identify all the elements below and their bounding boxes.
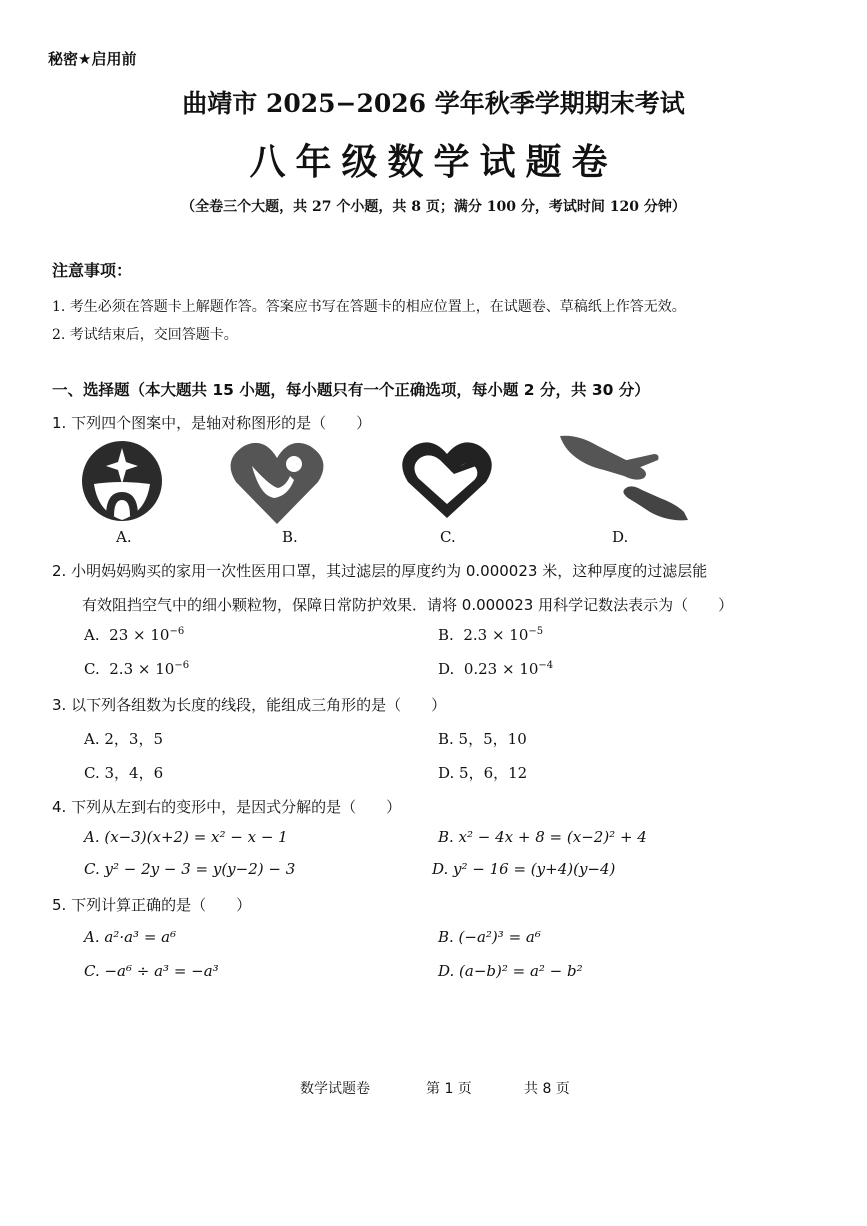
notice-heading: 注意事项：	[52, 261, 133, 280]
footer-page-number: 第 1 页	[426, 1081, 472, 1097]
option-a: A. 2，3，5	[84, 730, 163, 748]
heart-person-icon	[230, 440, 324, 524]
option-a: A. (x−3)(x+2) = x² − x − 1	[84, 828, 288, 846]
option-b: B. 5，5，10	[438, 730, 527, 748]
question-5-stem: 5. 下列计算正确的是（ ）	[52, 896, 252, 914]
figure-label-d: D.	[612, 528, 629, 546]
question-1-stem: 1. 下列四个图案中，是轴对称图形的是（ ）	[52, 414, 372, 432]
question-2-stem: 2. 小明妈妈购买的家用一次性医用口罩，其过滤层的厚度约为 0.000023 米，这种厚度的过滤层能	[52, 562, 708, 580]
option-d: D. y² − 16 = (y+4)(y−4)	[432, 860, 616, 878]
option-d: D. 5，6，12	[438, 764, 528, 782]
hands-icon	[558, 432, 690, 524]
figure-label-b: B.	[282, 528, 298, 546]
dove-heart-icon	[400, 438, 494, 520]
notice-item: 1. 考生必须在答题卡上解题作答。答案应书写在答题卡的相应位置上，在试题卷、草稿纸上作答无效。	[52, 299, 686, 315]
option-c: C. y² − 2y − 3 = y(y−2) − 3	[84, 860, 296, 878]
confidential-label: 秘密★启用前	[48, 50, 137, 68]
question-2-stem-cont: 有效阻挡空气中的细小颗粒物，保障日常防护效果．请将 0.000023 用科学记数法表示为（ ）	[82, 596, 734, 614]
figure-label-a: A.	[116, 528, 132, 546]
paper-subtitle: （全卷三个大题，共 27 个小题，共 8 页；满分 100 分，考试时间 120 分钟）	[181, 199, 686, 215]
option-b: B. (−a²)³ = a⁶	[438, 928, 541, 946]
option-c: C. −a⁶ ÷ a³ = −a³	[84, 962, 219, 980]
section-heading: 一、选择题（本大题共 15 小题，每小题只有一个正确选项，每小题 2 分，共 30 分）	[52, 381, 650, 399]
option-d: D. $0.23 \times 10^{-4}$	[438, 660, 554, 678]
figure-label-c: C.	[440, 528, 456, 546]
option-d: D. (a−b)² = a² − b²	[438, 962, 583, 980]
option-b: B. $2.3 \times 10^{-5}$	[438, 626, 544, 644]
paper-title: 八年级数学试题卷	[249, 141, 618, 183]
option-c: C. $2.3 \times 10^{-6}$	[84, 660, 190, 678]
footer-total-pages: 共 8 页	[524, 1081, 570, 1097]
option-a: A. a²·a³ = a⁶	[84, 928, 177, 946]
option-c: C. 3，4，6	[84, 764, 164, 782]
question-3-stem: 3. 以下列各组数为长度的线段，能组成三角形的是（ ）	[52, 696, 447, 714]
option-a: A. $23 \times 10^{-6}$	[84, 626, 185, 644]
exam-title: 曲靖市 2025−2026 学年秋季学期期末考试	[182, 89, 685, 118]
notice-item: 2. 考试结束后，交回答题卡。	[52, 327, 238, 343]
star-arch-emblem-icon	[80, 440, 164, 522]
footer-paper-name: 数学试题卷	[300, 1081, 370, 1097]
question-4-stem: 4. 下列从左到右的变形中，是因式分解的是（ ）	[52, 798, 402, 816]
option-b: B. x² − 4x + 8 = (x−2)² + 4	[438, 828, 647, 846]
